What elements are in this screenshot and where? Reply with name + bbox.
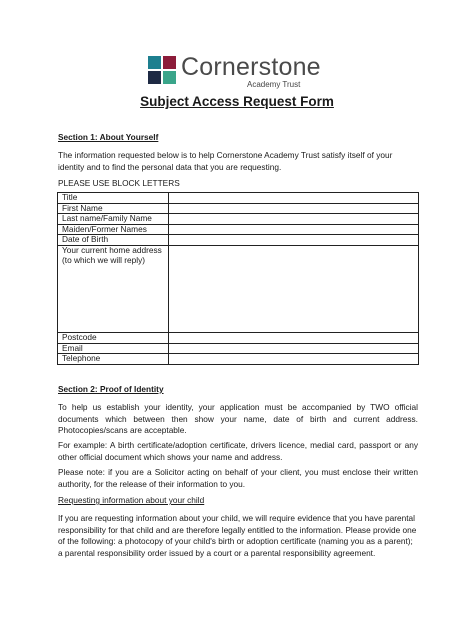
- logo-square-maroon: [163, 56, 176, 69]
- table-row: [58, 245, 419, 332]
- title-field[interactable]: [169, 193, 419, 204]
- section2-para-1: To help us establish your identity, your application must be accompanied by TWO official documents which between then show your name, date of birth and current address. Photocopies/scans are acceptable.: [58, 402, 418, 436]
- table-row: [58, 354, 419, 365]
- logo-name: Cornerstone: [181, 53, 321, 81]
- section1-intro: The information requested below is to help Cornerstone Academy Trust satisfy itself of your identity and to find the personal data that you are requesting.: [58, 150, 393, 172]
- table-row: [58, 214, 419, 225]
- field-label: Your current home address (to which we will reply): [58, 245, 169, 332]
- block-letters-note: PLEASE USE BLOCK LETTERS: [58, 178, 180, 188]
- personal-details-table: [57, 192, 419, 365]
- field-label: Postcode: [58, 332, 169, 343]
- field-label: Date of Birth: [58, 235, 169, 246]
- section2-heading: Section 2: Proof of Identity: [58, 384, 164, 394]
- field-label: Email: [58, 343, 169, 354]
- table-row: [58, 235, 419, 246]
- telephone-field[interactable]: [169, 354, 419, 365]
- field-label: First Name: [58, 203, 169, 214]
- field-label: Telephone: [58, 354, 169, 365]
- date-of-birth-field[interactable]: [169, 235, 419, 246]
- field-label: Maiden/Former Names: [58, 224, 169, 235]
- cornerstone-logo: [148, 53, 348, 89]
- last-name-field[interactable]: [169, 214, 419, 225]
- email-field[interactable]: [169, 343, 419, 354]
- home-address-field[interactable]: [169, 245, 419, 332]
- logo-square-green: [163, 71, 176, 84]
- maiden-name-field[interactable]: [169, 224, 419, 235]
- logo-subtitle: Academy Trust: [247, 80, 301, 89]
- table-row: [58, 203, 419, 214]
- page-title: Subject Access Request Form: [140, 94, 334, 109]
- table-row: [58, 193, 419, 204]
- logo-square-teal: [148, 56, 161, 69]
- logo-mark-icon: [148, 56, 177, 85]
- logo-square-navy: [148, 71, 161, 84]
- section2-para-2: For example: A birth certificate/adoption certificate, drivers licence, medial card, passport or any other official document which shows your name and address.: [58, 440, 418, 462]
- first-name-field[interactable]: [169, 203, 419, 214]
- postcode-field[interactable]: [169, 332, 419, 343]
- field-label: Last name/Family Name: [58, 214, 169, 225]
- field-label: Title: [58, 193, 169, 204]
- section2-para-3: Please note: if you are a Solicitor acting on behalf of your client, you must enclose their written authority, for the release of their information to you.: [58, 467, 418, 489]
- section2-para-4: If you are requesting information about your child, we will require evidence that you have parental responsibility for that child and are therefore legally entitled to the information. Please provide one of the following: a photocopy of your child's birth or adoption certificate (naming you as a parent); a parental responsibility order issued by a court or a parental responsibility agreement.: [58, 513, 417, 558]
- section1-heading: Section 1: About Yourself: [58, 132, 159, 142]
- table-row: [58, 343, 419, 354]
- table-row: [58, 332, 419, 343]
- table-row: [58, 224, 419, 235]
- child-request-subheading: Requesting information about your child: [58, 495, 205, 505]
